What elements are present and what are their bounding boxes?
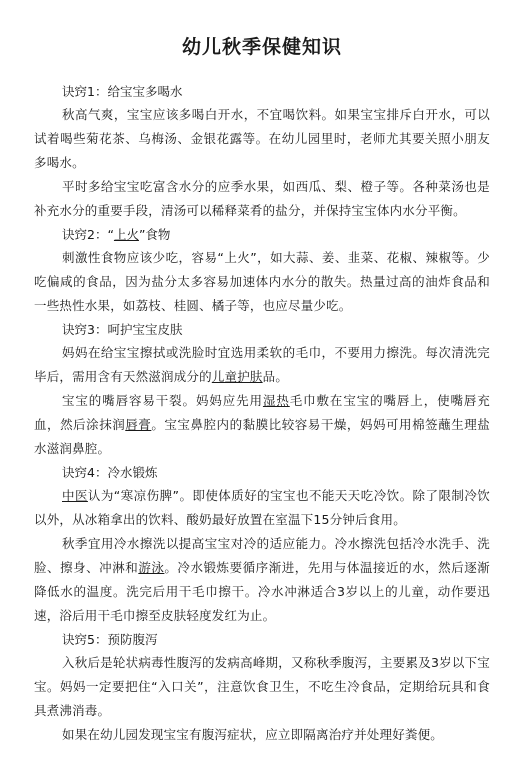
- paragraph: [34, 389, 490, 461]
- text-run: 品。: [262, 369, 289, 384]
- paragraph: 平时多给宝宝吃富含水分的应季水果，如西瓜、梨、橙子等。各种菜汤也是补充水分的重要手段，清汤可以稀释菜肴的盐分，并保持宝宝体内水分平衡。: [34, 179, 490, 218]
- text-run: 妈妈在给宝宝擦拭或洗脸时宜选用柔软的毛巾，不要用力擦洗。每次清洗完毕后，需用含有天然滋润成分的: [34, 345, 490, 384]
- linked-term[interactable]: 唇膏: [125, 417, 152, 432]
- paragraph: [34, 484, 490, 532]
- linked-term[interactable]: 游泳: [138, 560, 165, 575]
- heading-text: 诀窍2：“: [62, 227, 114, 242]
- paragraph: 如果在幼儿园发现宝宝有腹泻症状，应立即隔离治疗并处理好粪便。: [62, 727, 444, 742]
- paragraph: [34, 341, 490, 389]
- paragraph: 入秋后是轮状病毒性腹泻的发病高峰期，又称秋季腹泻，主要累及3岁以下宝宝。妈妈一定要把住“入口关”，注意饮食卫生，不吃生冷食品，定期给玩具和食具煮沸消毒。: [34, 655, 490, 718]
- linked-term[interactable]: 儿童护肤: [211, 369, 263, 384]
- text-run: 。冷水锻炼要循序渐进，先用与体温接近的水，然后逐渐降低水的温度。洗完后用干毛巾擦干。冷水冲淋适合3岁以上的儿童，动作要迅速，浴后用干毛巾擦至皮肤轻度发红为止。: [34, 560, 490, 623]
- text-run: 毛巾敷在宝宝的嘴唇上，使嘴唇充血，然后涂抹润: [34, 393, 490, 432]
- text-run: 。宝宝鼻腔内的黏膜比较容易干燥，妈妈可用棉签蘸生理盐水滋润鼻腔。: [34, 417, 490, 456]
- linked-term[interactable]: 湿热: [262, 393, 290, 408]
- text-run: 秋季宜用冷水擦洗以提高宝宝对冷的适应能力。冷水擦洗包括冷水洗手、洗脸、擦身、冲淋和: [34, 536, 490, 575]
- section-heading-5: 诀窍5：预防腹泻: [62, 632, 158, 647]
- text-run: 认为“寒凉伤脾”。即使体质好的宝宝也不能天天吃冷饮。除了限制冷饮以外，从冰箱拿出的饮料、酸奶最好放置在室温下15分钟后食用。: [34, 488, 490, 527]
- paragraph: [34, 532, 490, 628]
- document-title: 幼儿秋季保健知识: [181, 36, 342, 58]
- section-heading-1: 诀窍1：给宝宝多喝水: [62, 84, 183, 99]
- section-heading-3: 诀窍3：呵护宝宝皮肤: [62, 322, 183, 337]
- heading-text: ”食物: [138, 227, 171, 242]
- underlined-term: 上火: [113, 227, 139, 242]
- paragraph: 刺激性食物应该少吃，容易“上火”，如大蒜、姜、韭菜、花椒、辣椒等。少吃偏咸的食品，因为盐分太多容易加速体内水分的散失。热量过高的油炸食品和一些热性水果，如荔枝、桂圆、橘子等，也应尽量少吃。: [34, 250, 490, 313]
- paragraph: 秋高气爽，宝宝应该多喝白开水，不宜喝饮料。如果宝宝排斥白开水，可以试着喝些菊花茶、乌梅汤、金银花露等。在幼儿园里时，老师尤其要关照小朋友多喝水。: [34, 107, 490, 170]
- section-heading-4: 诀窍4：冷水锻炼: [62, 465, 158, 480]
- section-heading-2: [62, 223, 490, 246]
- text-run: 宝宝的嘴唇容易干裂。妈妈应先用: [62, 393, 263, 408]
- linked-term[interactable]: 中医: [62, 488, 88, 503]
